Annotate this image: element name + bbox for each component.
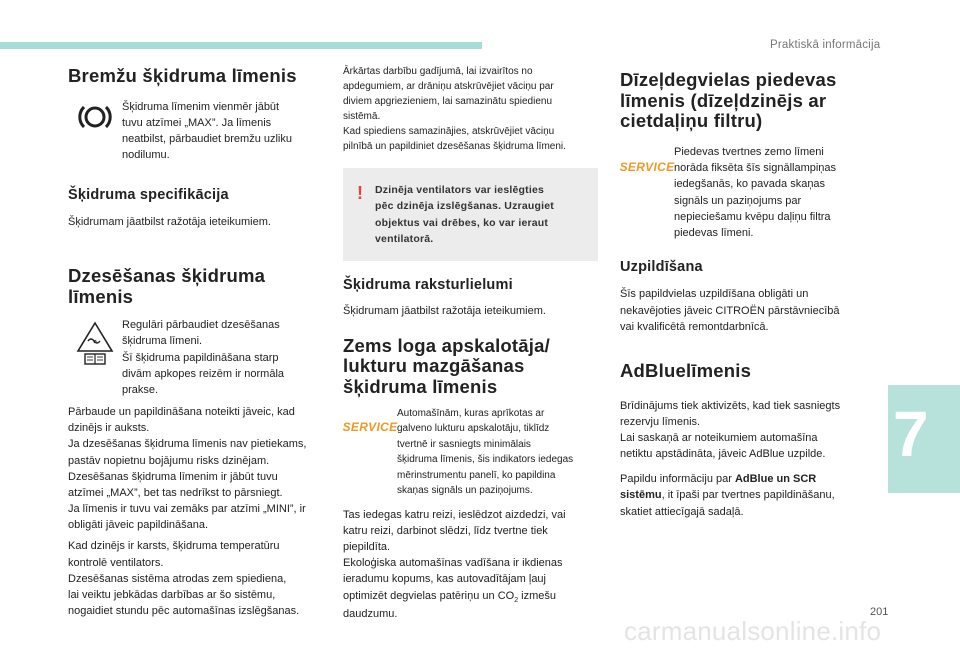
diesel-additive-block [620,144,860,241]
fan-warning-text: Dzinēja ventilators var ieslēgties pēc dzinēja izslēgšanas. Uzraugiet objektus vai drēbes, ko var ieraut ventilatorā. [375,184,554,245]
brake-fluid-text: Šķidruma līmenim vienmēr jābūt tuvu atzīmei „MAX”. Ja līmenis neatbilst, pārbaudiet bremžu uzliku nodilumu. [122,100,292,162]
service-icon-label: SERVICE [342,419,398,434]
page-number: 201 [870,606,889,618]
adblue-more-info [620,471,860,519]
brake-fluid-heading: Bremžu šķidruma līmenis [68,65,297,86]
washer-para-end: izmešu daudzumu. [343,589,557,621]
coolant-paragraph-2: Kad dzinējs ir karsts, šķidruma temperatūru kontrolē ventilators. Dzesēšanas sistēma atrodas zem spiediena, lai veiktu jebkādas darbības ar šo sistēmu, nogaidiet stundu pēc automašīnas izslēgšanas. [68,540,300,617]
fluid-characteristics-text: Šķidrumam jāatbilst ražotāja ieteikumiem. [343,305,546,318]
column-middle [343,66,598,622]
filling-heading: Uzpildīšana [620,259,703,276]
service-icon-label: SERVICE [619,160,675,175]
watermark: carmanualsonline.info [624,616,882,646]
warning-exclamation-icon: ! [357,183,363,203]
fluid-spec-text: Šķidrumam jāatbilst ražotāja ieteikumiem. [68,215,271,228]
svg-text:°: ° [93,339,97,351]
section-title: Praktiskā informācija [770,39,881,51]
filling-text: Šīs papildvielas uzpildīšana obligāti un nekavējoties jāveic CITROËN pārstāvniecībā vai kvalificētā remontdarbnīcā. [620,288,840,333]
washer-fluid-heading: Zems loga apskalotāja/ lukturu mazgāšanas šķidruma līmenis [343,334,550,398]
washer-para-main: Tas iedegas katru reizi, ieslēdzot aizdedzi, vai katru reizi, darbinot slēdzi, līdz tvertne tiek piepildīta. Ekoloģiska automašīnas vadīšana ir ikdienas ieradumu kopums, kas autovadītājam ļauj optimizēt degvielas patēriņu un CO [343,508,566,602]
diesel-additive-heading: Dīzeļdegvielas piedevas līmenis (dīzeļdzinējs ar cietdaļiņu filtru) [620,69,837,132]
co2-subscript: 2 [514,596,519,604]
washer-fluid-paragraph [343,507,598,622]
chapter-number: 7 [893,398,929,470]
service-icon [620,144,674,174]
column-right [620,66,860,520]
service-icon [343,406,397,434]
header-accent-bar [0,42,482,49]
diesel-additive-text: Piedevas tvertnes zemo līmeni norāda fiksēta šīs signāllampiņas iedegšanās, ko pavada skaņas signāls un paziņojums par nepieciešamu kvēpu daļiņu filtra piedevas līmeni. [674,146,837,239]
fluid-spec-heading: Šķidruma specifikācija [68,187,229,204]
fan-warning-box [343,168,598,261]
fluid-characteristics-heading: Šķidruma raksturlielumi [343,277,513,294]
adblue-text: Brīdinājums tiek aktivizēts, kad tiek sasniegts rezervju līmenis. Lai saskaņā ar noteikumiem automašīna netiktu apstādināta, jāveic AdBlue uzpilde. [620,399,841,461]
brake-fluid-block [68,99,326,164]
coolant-icon-text: Regulāri pārbaudiet dzesēšanas šķidruma līmeni. Šī šķidruma papildināšana starp divām apkopes reizēm ir normāla prakse. [122,319,285,396]
emergency-intro-text: Ārkārtas darbību gadījumā, lai izvairītos no apdegumiem, ar drāniņu atskrūvējiet vāciņu par diviem apgriezieniem, lai samazinātu spiedienu sistēmā. Kad spiediens samazinājies, atskrūvējiet vāciņu pilnībā un papildiniet dzesēšanas šķidruma līmeni. [343,66,566,152]
column-left [68,66,326,619]
coolant-paragraph-1: Pārbaude un papildināšana noteikti jāveic, kad dzinējs ir auksts. Ja dzesēšanas šķidruma līmenis nav pietiekams, pastāv nopietnu bojājumu risks dzinējam. Dzesēšanas šķidruma līmenim ir jābūt tuvu atzīmei „MAX”, bet tas nedrīkst to pārsniegt. Ja līmenis ir tuvu vai zemāks par atzīmi „MINI”, ir obligāti jāveic papildināšana. [68,406,307,532]
adblue-more-info-a: Papildu informāciju par [620,473,735,486]
brake-fluid-warning-icon [68,99,122,131]
adblue-more-info-b: , it īpaši par tvertnes papildināšanu, skatiet attiecīgajā sadaļā. [620,489,835,518]
washer-fluid-icon-text: Automašīnām, kuras aprīkotas ar galveno lukturu apskalotāju, tiklīdz tvertnē ir sasniegts minimālais šķidruma līmenis, šis indikators iedegas mērinstrumentu panelī, ko papildina skaņas signāls un paziņojums. [397,407,574,497]
hot-coolant-warning-icon [68,317,122,365]
adblue-more-info-bold: AdBlue un SCR sistēmu [620,473,817,502]
coolant-block [68,317,326,398]
adblue-heading: AdBluelīmenis [620,359,752,381]
washer-fluid-block [343,406,598,499]
coolant-heading: Dzesēšanas šķidruma līmenis [68,264,266,307]
